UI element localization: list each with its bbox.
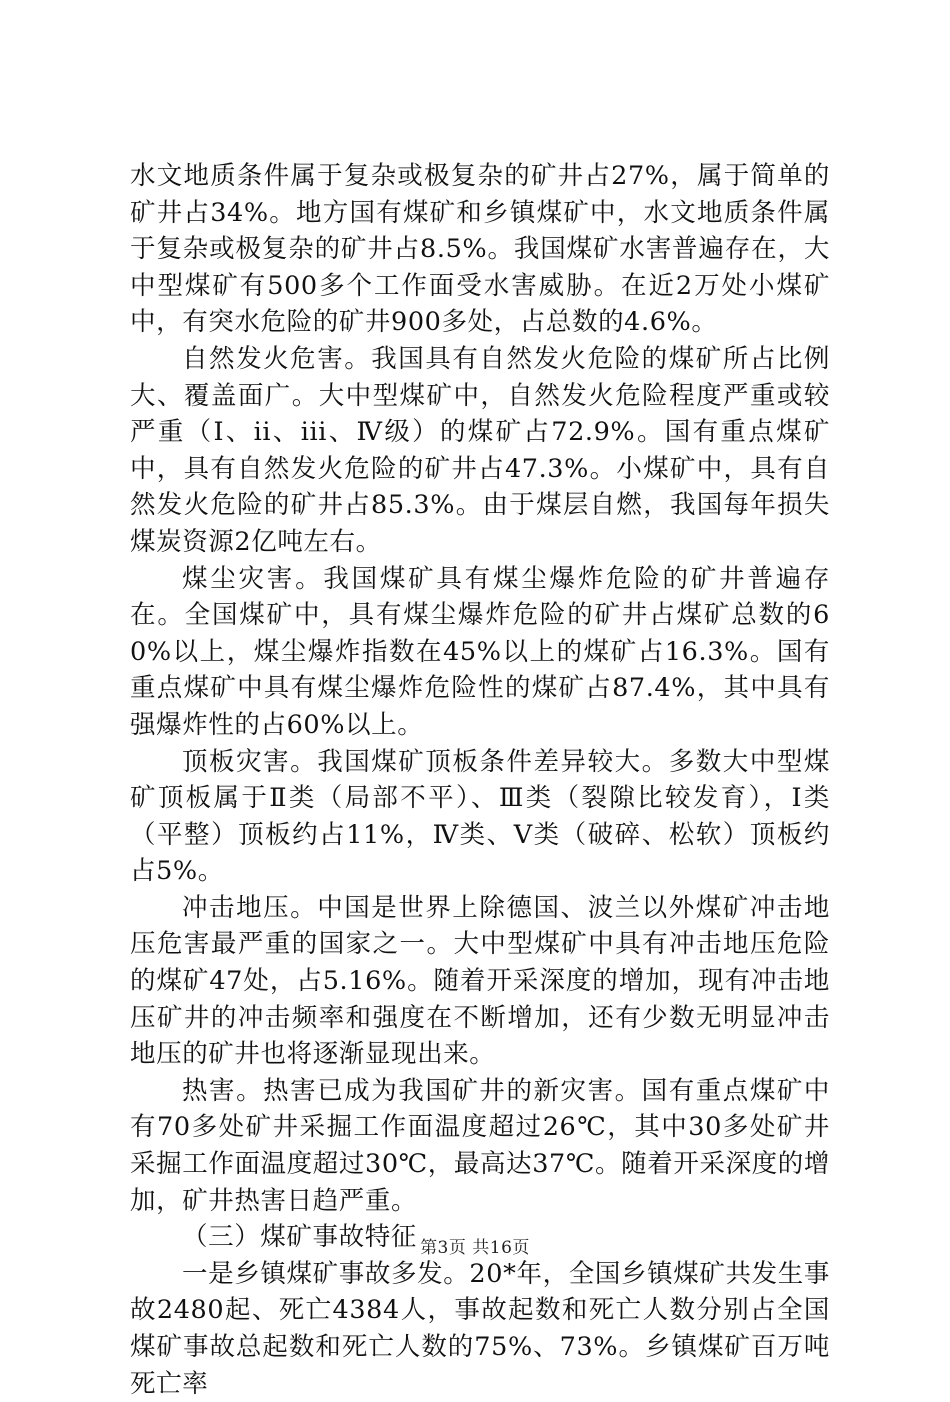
paragraph-rock-burst: 冲击地压。中国是世界上除德国、波兰以外煤矿冲击地压危害最严重的国家之一。大中型煤矿中具有冲击地压危险的煤矿47处，占5.16%。随着开采深度的增加，现有冲击地压矿井的冲击频率和强度在不断增加，还有少数无明显冲击地压的矿井也将逐渐显现出来。 — [130, 892, 830, 1070]
paragraph-township-accidents: 一是乡镇煤矿事故多发。20*年，全国乡镇煤矿共发生事故2480起、死亡4384人，事故起数和死亡人数分别占全国煤矿事故总起数和死亡人数的75%、73%。乡镇煤矿百万吨死亡率 — [130, 1258, 830, 1399]
page-number-footer: 第3页 共16页 — [420, 1238, 530, 1258]
document-body — [130, 158, 830, 1402]
paragraph-hydrogeology: 水文地质条件属于复杂或极复杂的矿井占27%，属于简单的矿井占34%。地方国有煤矿和乡镇煤矿中，水文地质条件属于复杂或极复杂的矿井占8.5%。我国煤矿水害普遍存在，大中型煤矿有500多个工作面受水害威胁。在近2万处小煤矿中，有突水危险的矿井900多处，占总数的4.6%。 — [130, 161, 830, 338]
paragraph-coal-dust: 煤尘灾害。我国煤矿具有煤尘爆炸危险的矿井普遍存在。全国煤矿中，具有煤尘爆炸危险的矿井占煤矿总数的60%以上，煤尘爆炸指数在45%以上的煤矿占16.3%。国有重点煤矿中具有煤尘爆炸危险性的煤矿占87.4%，其中具有强爆炸性的占60%以上。 — [130, 563, 830, 740]
paragraph-roof-disaster: 顶板灾害。我国煤矿顶板条件差异较大。多数大中型煤矿顶板属于Ⅱ类（局部不平）、Ⅲ类（裂隙比较发育），Ⅰ类（平整）顶板约占11%，Ⅳ类、Ⅴ类（破碎、松软）顶板约占5%。 — [130, 746, 830, 887]
section-heading-accident-features: （三）煤矿事故特征 — [182, 1222, 417, 1253]
paragraph-heat-hazard: 热害。热害已成为我国矿井的新灾害。国有重点煤矿中有70多处矿井采掘工作面温度超过26℃，其中30多处矿井采掘工作面温度超过30℃，最高达37℃。随着开采深度的增加，矿井热害日趋严重。 — [130, 1075, 830, 1216]
paragraph-spontaneous-combustion: 自然发火危害。我国具有自然发火危险的煤矿所占比例大、覆盖面广。大中型煤矿中，自然发火危险程度严重或较严重（Ⅰ、ii、iii、Ⅳ级）的煤矿占72.9%。国有重点煤矿中，具有自然发火危险的矿井占47.3%。小煤矿中，具有自然发火危险的矿井占85.3%。由于煤层自燃，我国每年损失煤炭资源2亿吨左右。 — [130, 343, 830, 557]
